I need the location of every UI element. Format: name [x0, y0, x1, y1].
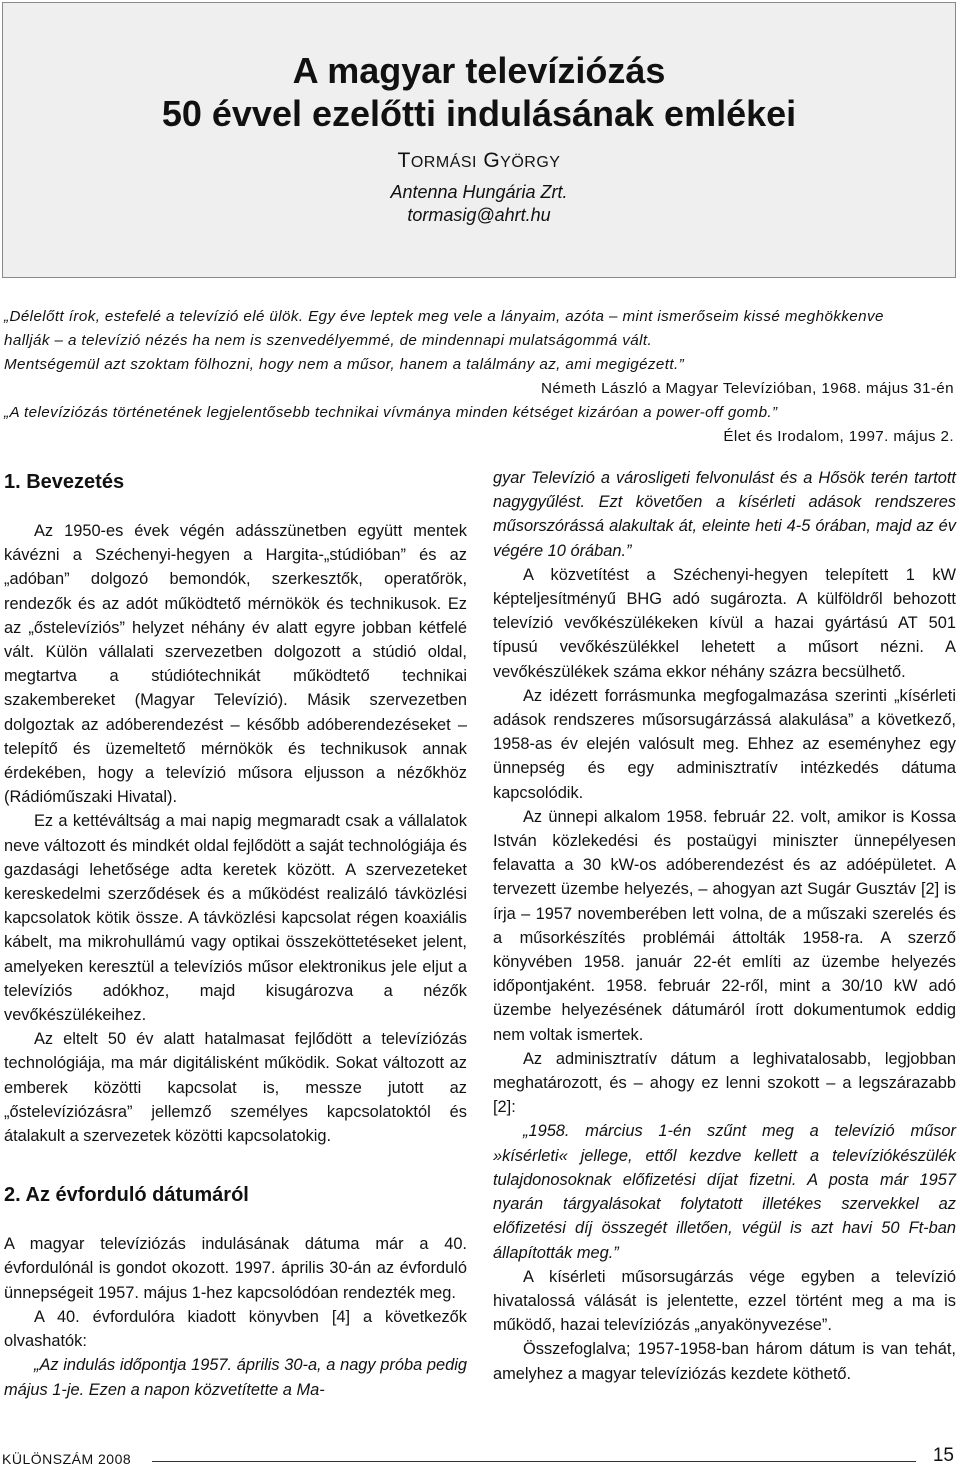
- quote-1-line-1: „Délelőtt írok, estefelé a televízió elé ülök. Egy éve leptek meg vele a lányaim, azóta – mint ismerőseim kissé meghökkenve: [4, 308, 884, 325]
- section-heading-1: 1. Bevezetés: [4, 471, 125, 493]
- paragraph: Az idézett forrásmunka megfogalmazása szerinti „kísérleti adások rendszeres műsorsugárzássá alakulása” a következő, 1958-as év elején valósult meg. Ehhez az eseményhez egy ünnepség és egy adminisztratív intézkedés dátuma kapcsolódik.: [493, 686, 956, 802]
- author-last-rest: YÖRGY: [500, 154, 561, 171]
- paragraph: Ez a kettéváltság a mai napig megmaradt csak a vállalatok neve változott és mindkét oldal fejlődött a saját technológiája és gazdasági lehetősége adta keretek között. A szervezeteket kereskedelmi szerződések és a működést realizáló távközlési kapcsolatok kötik össze. A távközlési kapcsolat régen koaxiális kábelt, ma mikrohullámú vagy optikai összeköttetéseket jelent, amelyeken keresztül a televíziós műsor elektronikus jele eljut a televíziós adókhoz, majd kisugározva a nézők vevőkészülékeihez.: [4, 812, 467, 1025]
- author-last-cap: G: [483, 149, 501, 172]
- quote-1-line-3: Mentségemül azt szoktam fölhozni, hogy nem a műsor, hanem a találmány az, ami megigézett.”: [4, 356, 685, 373]
- page-number: 15: [932, 1445, 954, 1466]
- paragraph: Az eltelt 50 év alatt hatalmasat fejlődött a televíziózás technológiája, ma már digitálisként működik. Sokat változott az emberek közötti kapcsolat is, messze jutott az „őstelevíziózásra” jellemző személyes kapcsolatoktól és átalakult a szervezetek közötti kapcsolatokig.: [4, 1030, 467, 1146]
- page-footer: [2, 1445, 956, 1473]
- title-line-2: 50 évvel ezelőtti indulásának emlékei: [161, 93, 797, 134]
- quoted-paragraph: „1958. március 1-én szűnt meg a televízió műsor »kísérleti« jellege, ettől kezdve kellett a televíziókészülék tulajdonosoknak előfizetési díjat fizetni. A posta már 1957 nyarán tárgyalásokat folytatott illetékes szervekkel az előfizetési díj összegét illetően, végül is azt havi 50 Ft-ban állapították meg.”: [493, 1122, 956, 1262]
- paragraph: Az ünnepi alkalom 1958. február 22. volt, amikor is Kossa István közlekedési és postaügyi miniszter ünnepélyesen felavatta a 30 kW-os adóberendezést és az adóépületet. A tervezett üzembe helyezés, – ahogyan azt Sugár Gusztáv [2] is írja – 1957 novemberében lett volna, de a műszaki szerelés és a műsorkészítés problémái áttolták 1958-ra. A szerző könyvében 1958. január 22-ét említi az üzembe helyezés időpontjaként. 1958. február 22-ről, mint a 30/10 kW adó üzembe helyezésének dátumáról írott dokumentumok eddig nem voltak ismertek.: [493, 807, 956, 1044]
- affiliation: Antenna Hungária Zrt.: [390, 182, 568, 202]
- paragraph: A kísérleti műsorsugárzás vége egyben a televízió hivatalossá válását is jelentette, ezzel történt meg a ma is működő, hazai televíziózás „anyakönyvezése”.: [493, 1267, 956, 1335]
- left-column: [4, 466, 467, 1402]
- author-name: [3, 149, 955, 173]
- paragraph: A magyar televíziózás indulásának dátuma már a 40. évfordulónál is gondot okozott. 1997. április 30-án az évforduló ünnepségeit 1957. május 1-hez kapcsolódóan rendezték meg.: [4, 1235, 467, 1302]
- author-first-rest: ORMÁSI: [410, 154, 477, 171]
- footer-rule: [152, 1461, 916, 1462]
- quote-2: „A televíziózás történetének legjelentősebb technikai vívmánya minden kétséget kizáróan a power-off gomb.”: [4, 404, 778, 421]
- paragraph: Az 1950-es évek végén adásszünetben együtt mentek kávézni a Széchenyi-hegyen a Hargita-„stúdióban” és az „adóban” dolgozó bemondók, szerkesztők, operatőrök, rendezők és az adót működtető mérnökök és technikusok. Ez az „őstelevíziós” helyzet néhány év alatt egyre jobban kétfelé vált. Külön vállalati szervezetben dolgozott a stúdió oldal, megtartva a stúdiótechnikát működtető technikai szakembereket (Magyar Televízió). Másik szervezetben dolgoztak az adóberendezést – később adóberendezéseket – telepítő és üzemeltető mérnökök és technikusok annak érdekében, hogy a televízió műsora eljusson a nézőkhöz (Rádióműszaki Hivatal).: [4, 522, 467, 807]
- quoted-paragraph: „Az indulás időpontja 1957. április 30-a, a nagy próba pedig május 1-je. Ezen a napon közvetítette a Ma-: [4, 1356, 467, 1399]
- quoted-paragraph: gyar Televízió a városligeti felvonulást és a Hősök terén tartott nagygyűlést. Ezt követően a kísérleti adások rendszeres műsorszórássá alakultak át, eleinte heti 4-5 órában, majd az év végére 10 órában.”: [493, 469, 956, 560]
- title-line-1: A magyar televíziózás: [292, 50, 666, 91]
- author-affiliation: [3, 181, 955, 227]
- paragraph: A 40. évfordulóra kiadott könyvben [4] a következők olvashatók:: [4, 1307, 467, 1351]
- paragraph: Az adminisztratív dátum a leghivatalosabb, legjobban meghatározott, és – ahogy ez lenni szokott – a legszárazabb [2]:: [493, 1049, 956, 1117]
- issue-label: KÜLÖNSZÁM 2008: [2, 1451, 132, 1467]
- quote-2-source: Élet és Irodalom, 1997. május 2.: [723, 428, 954, 445]
- quote-1-source: Németh László a Magyar Televízióban, 1968. május 31-én: [540, 380, 954, 397]
- section-heading-2: 2. Az évforduló dátumáról: [4, 1184, 249, 1207]
- author-first-cap: T: [397, 149, 411, 172]
- quote-1-line-2: hallják – a televízió nézés ha nem is szenvedélyemmé, de mindennapi mulatságommá vált.: [4, 332, 653, 349]
- paragraph: Összefoglalva; 1957-1958-ban három dátum is van tehát, amelyhez a magyar televíziózás kezdete köthető.: [493, 1340, 956, 1383]
- article-title: [3, 49, 955, 135]
- epigraphs: [4, 305, 954, 449]
- right-column: [493, 466, 956, 1386]
- article-header: [2, 2, 956, 278]
- author-email: tormasig@ahrt.hu: [407, 205, 551, 225]
- paragraph: A közvetítést a Széchenyi-hegyen telepített 1 kW képteljesítményű BHG adó sugározta. A külföldről behozott televízió vevőkészülékeken kívül a hazai gyártású AT 501 típusú vevőkészülékkel lehetett a műsort nézni. A vevőkészülékek száma ekkor néhány százra becsülhető.: [493, 565, 956, 681]
